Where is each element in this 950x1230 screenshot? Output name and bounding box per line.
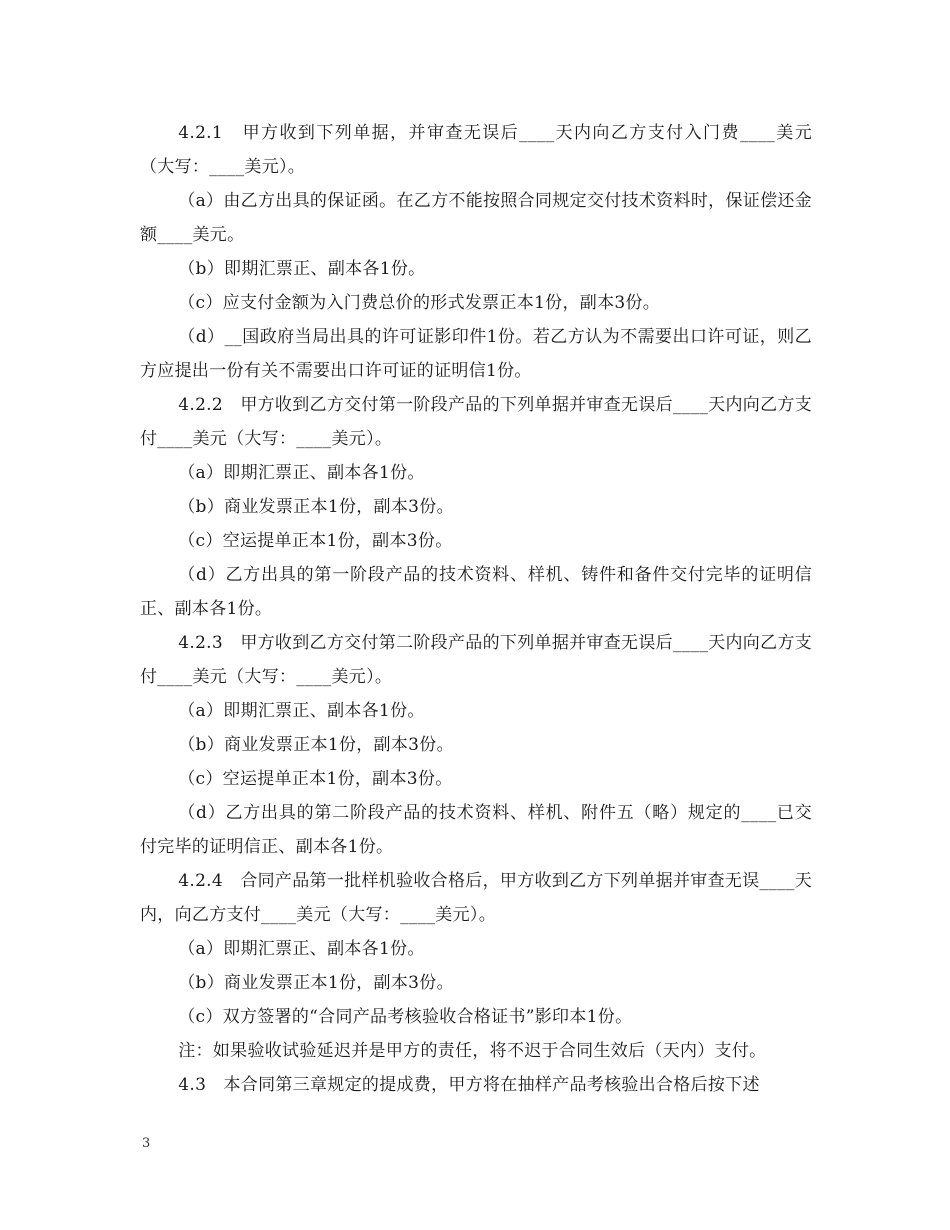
contract-body [140,116,812,1102]
clause-4-2-3-item-b: （b）商业发票正本1份，副本3份。 [178,735,454,755]
clause-4-2-1-item-b: （b）即期汇票正、副本各1份。 [178,259,426,279]
clause-4-2-1-item-a: （a）由乙方出具的保证函。在乙方不能按照合同规定交付技术资料时，保证偿还金额____美元。 [140,191,812,245]
clause-4-2-4: 4.2.4 合同产品第一批样机验收合格后，甲方收到乙方下列单据并审查无误____天内，向乙方支付____美元（大写：____美元）。 [140,871,812,925]
clause-4-2-1: 4.2.1 甲方收到下列单据，并审查无误后____天内向乙方支付入门费____美元（大写：____美元）。 [140,123,812,177]
clause-4-2-4-item-b: （b）商业发票正本1份，副本3份。 [178,973,454,993]
clause-4-2-3-item-d: （d）乙方出具的第二阶段产品的技术资料、样机、附件五（略）规定的____已交付完毕的证明信正、副本各1份。 [140,803,812,857]
clause-4-2-2-item-a: （a）即期汇票正、副本各1份。 [178,463,425,483]
clause-4-2-1-item-d: （d）__国政府当局出具的许可证影印件1份。若乙方认为不需要出口许可证，则乙方应提出一份有关不需要出口许可证的证明信1份。 [140,327,812,381]
clause-4-2-3-item-c: （c）空运提单正本1份，副本3份。 [178,769,453,789]
clause-4-2-2-item-b: （b）商业发票正本1份，副本3份。 [178,497,454,517]
note-paragraph: 注：如果验收试验延迟并是甲方的责任，将不迟于合同生效后（天内）支付。 [178,1041,767,1061]
clause-4-2-4-item-c: （c）双方签署的“合同产品考核验收合格证书”影印本1份。 [178,1007,633,1027]
clause-4-2-1-item-c: （c）应支付金额为入门费总价的形式发票正本1份，副本3份。 [178,293,661,313]
clause-4-2-3: 4.2.3 甲方收到乙方交付第二阶段产品的下列单据并审查无误后____天内向乙方支付____美元（大写：____美元）。 [140,633,812,687]
clause-4-2-4-item-a: （a）即期汇票正、副本各1份。 [178,939,425,959]
clause-4-2-3-item-a: （a）即期汇票正、副本各1份。 [178,701,425,721]
clause-4-2-2-item-c: （c）空运提单正本1份，副本3份。 [178,531,453,551]
page-number: 3 [142,1136,151,1151]
clause-4-3: 4.3 本合同第三章规定的提成费，甲方将在抽样产品考核验出合格后按下述 [178,1075,760,1095]
clause-4-2-2-item-d: （d）乙方出具的第一阶段产品的技术资料、样机、铸件和备件交付完毕的证明信正、副本各1份。 [140,565,812,619]
clause-4-2-2: 4.2.2 甲方收到乙方交付第一阶段产品的下列单据并审查无误后____天内向乙方支付____美元（大写：____美元）。 [140,395,812,449]
